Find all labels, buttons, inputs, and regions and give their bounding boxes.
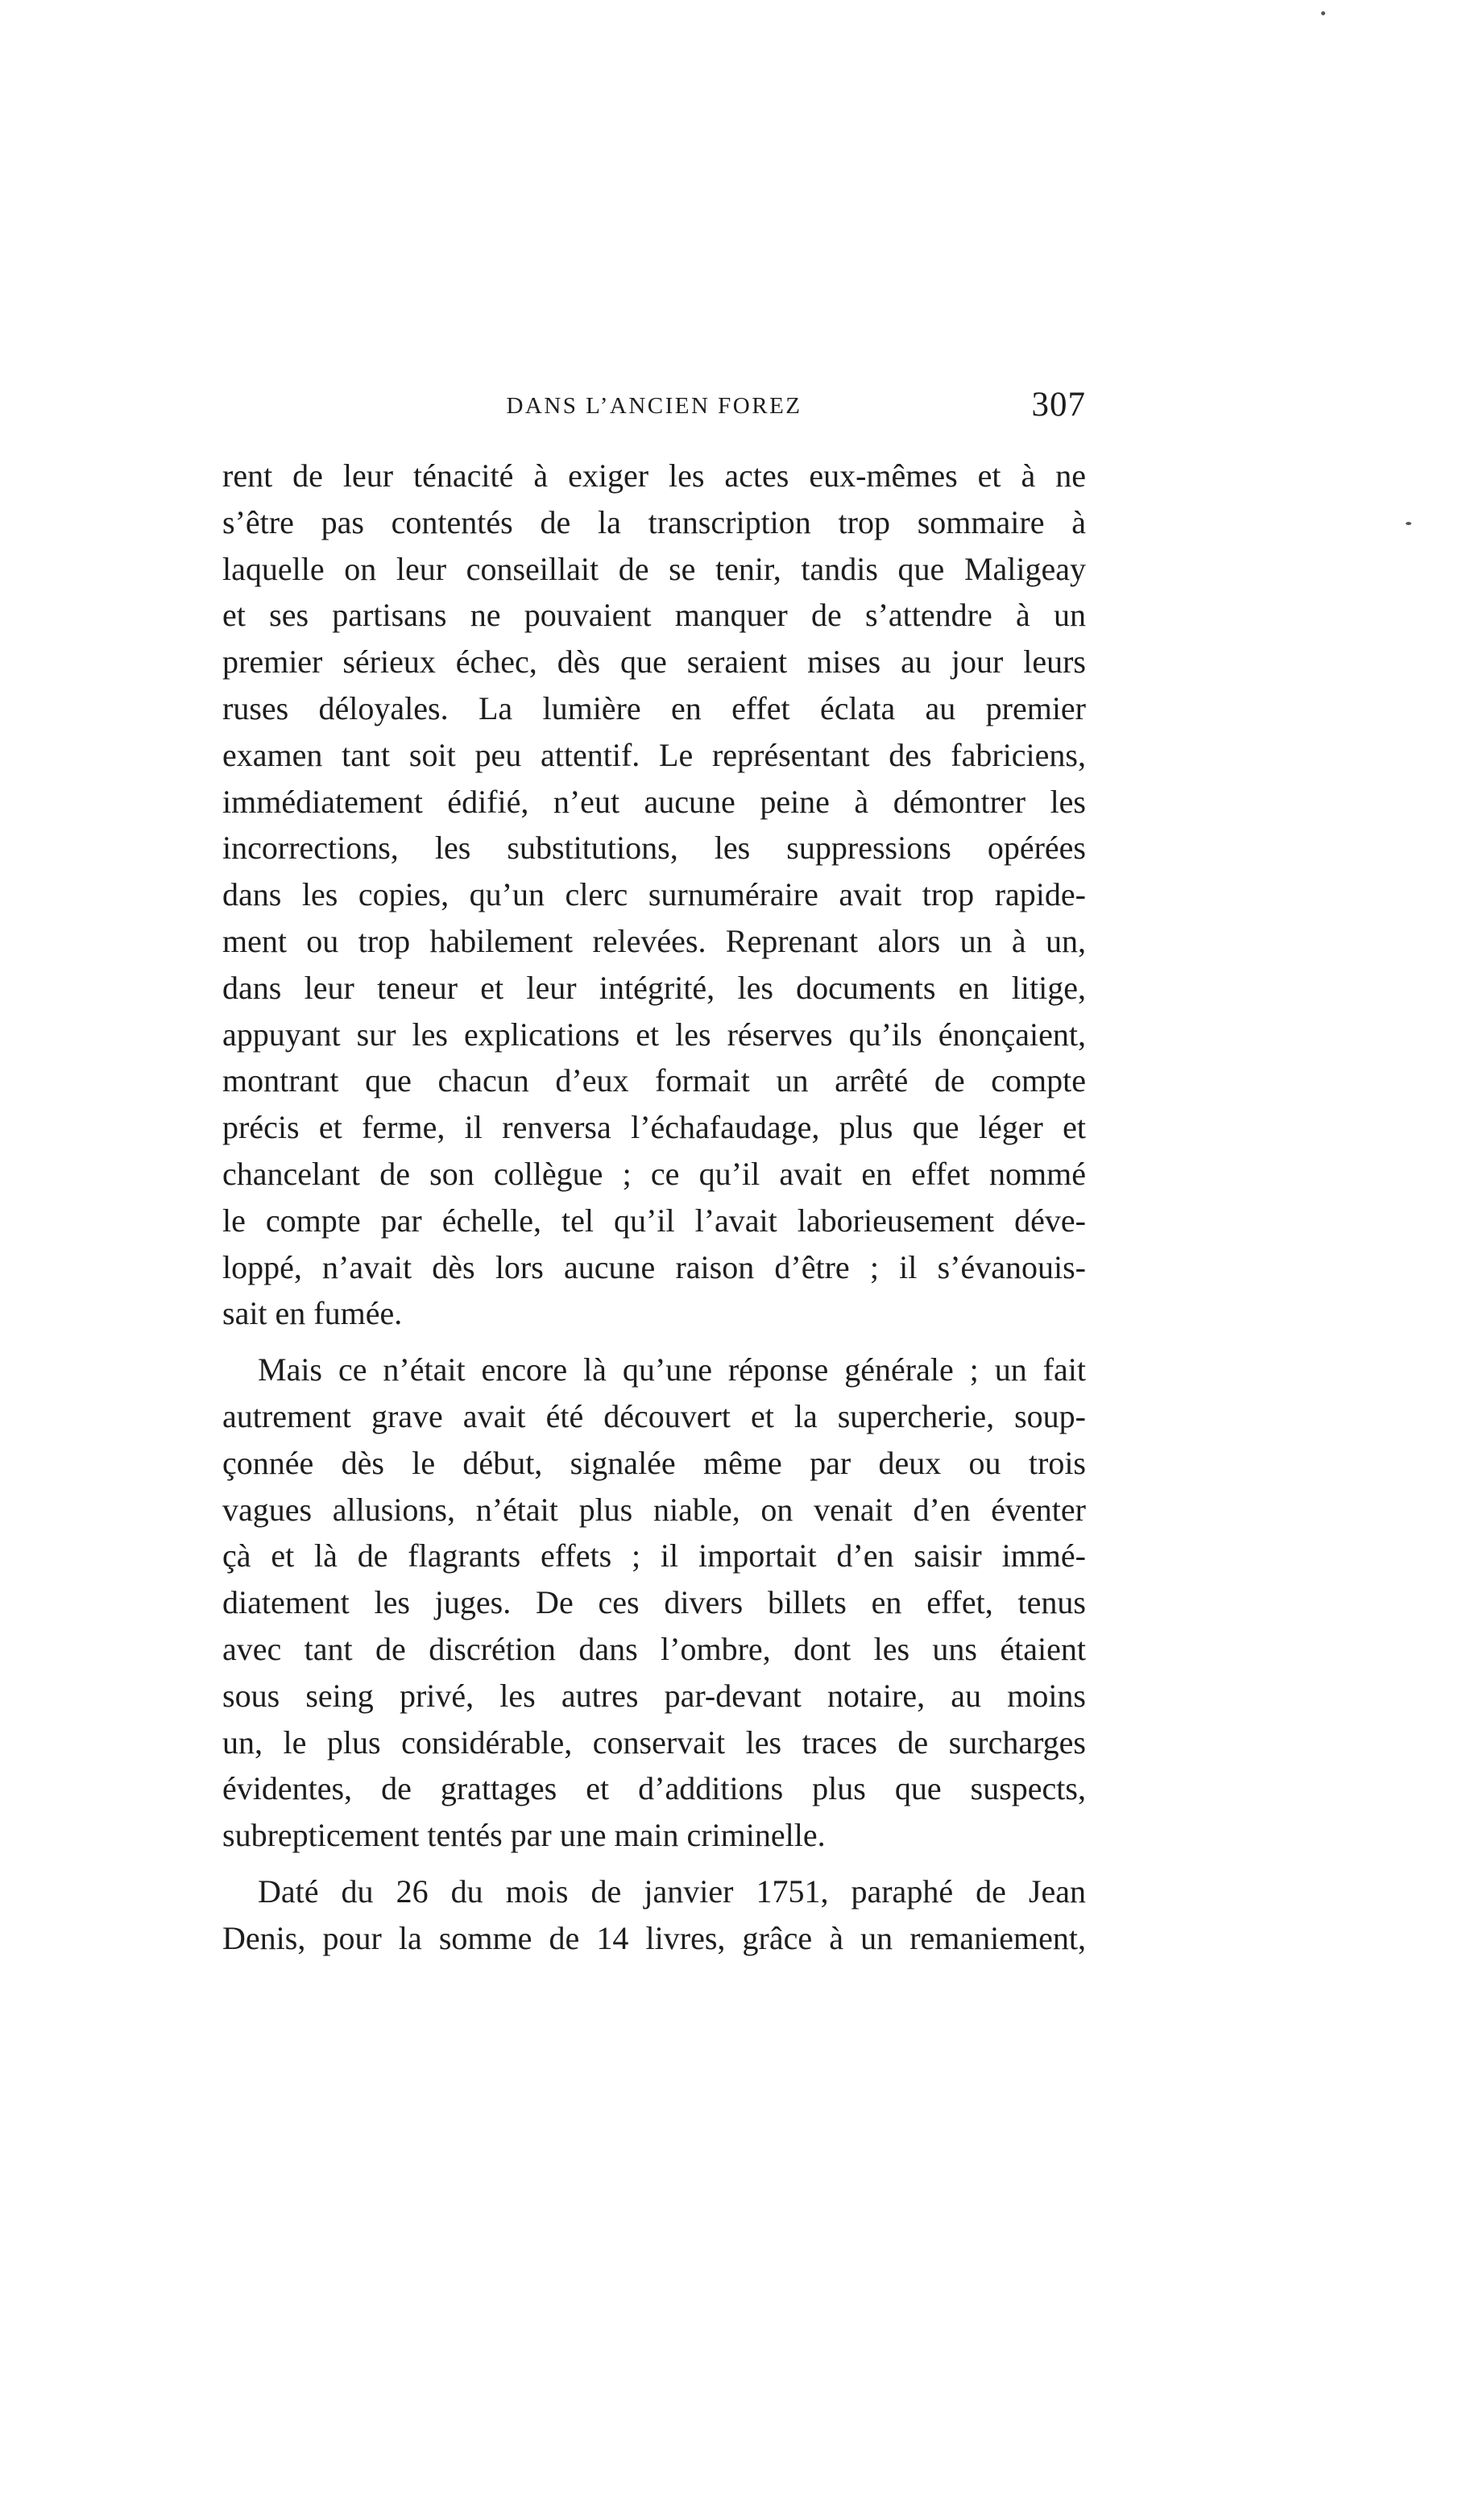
- paragraph: [222, 1347, 1086, 1859]
- text-line: Mais ce n’était encore là qu’une réponse générale ; un fait: [258, 1351, 1086, 1388]
- paragraph: [222, 1868, 1086, 1962]
- text-line: çà et là de flagrants effets ; il importait d’en saisir immé-: [222, 1537, 1086, 1574]
- print-speck: [1406, 522, 1411, 525]
- text-line: Denis, pour la somme de 14 livres, grâce à un remaniement,: [222, 1919, 1086, 1956]
- text-line: dans leur teneur et leur intégrité, les documents en litige,: [222, 969, 1086, 1006]
- page-number: 307: [1031, 386, 1086, 424]
- text-line: immédiatement édifié, n’eut aucune peine à démontrer les: [222, 783, 1086, 820]
- text-line: examen tant soit peu attentif. Le représentant des fabriciens,: [222, 736, 1086, 773]
- text-line: vagues allusions, n’était plus niable, on venait d’en éventer: [222, 1491, 1086, 1528]
- print-speck: [1321, 11, 1325, 15]
- paragraph: [222, 453, 1086, 1337]
- text-line: chancelant de son collègue ; ce qu’il avait en effet nommé: [222, 1155, 1086, 1192]
- paragraph-gap: [222, 1337, 1086, 1347]
- text-line: ment ou trop habilement relevées. Reprenant alors un à un,: [222, 922, 1086, 959]
- text-line: sous seing privé, les autres par-devant notaire, au moins: [222, 1677, 1086, 1714]
- text-line: le compte par échelle, tel qu’il l’avait laborieusement déve-: [222, 1202, 1086, 1239]
- text-line: premier sérieux échec, dès que seraient mises au jour leurs: [222, 643, 1086, 681]
- running-head: [222, 385, 1086, 433]
- text-line: un, le plus considérable, conservait les traces de surcharges: [222, 1723, 1086, 1761]
- text-line: s’être pas contentés de la transcription trop sommaire à: [222, 503, 1086, 540]
- text-line: laquelle on leur conseillait de se tenir, tandis que Maligeay: [222, 550, 1086, 587]
- text-line: appuyant sur les explications et les réserves qu’ils énonçaient,: [222, 1016, 1086, 1053]
- text-line: dans les copies, qu’un clerc surnuméraire avait trop rapide-: [222, 876, 1086, 913]
- paragraph-gap: [222, 1859, 1086, 1868]
- text-line: autrement grave avait été découvert et la supercherie, soup-: [222, 1397, 1086, 1434]
- text-line: avec tant de discrétion dans l’ombre, dont les uns étaient: [222, 1630, 1086, 1667]
- text-line: incorrections, les substitutions, les suppressions opérées: [222, 830, 1086, 867]
- text-line: et ses partisans ne pouvaient manquer de s’attendre à un: [222, 597, 1086, 634]
- text-line: subrepticement tentés par une main criminelle.: [222, 1817, 826, 1854]
- text-line: sait en fumée.: [222, 1295, 403, 1332]
- text-line: montrant que chacun d’eux formait un arrêté de compte: [222, 1062, 1086, 1099]
- text-line: ruses déloyales. La lumière en effet éclata au premier: [222, 689, 1086, 726]
- running-title: DANS L’ANCIEN FOREZ: [506, 393, 802, 419]
- text-line: précis et ferme, il renversa l’échafaudage, plus que léger et: [222, 1109, 1086, 1146]
- body-text: [222, 453, 1086, 1962]
- text-line: loppé, n’avait dès lors aucune raison d’être ; il s’évanouis-: [222, 1248, 1086, 1285]
- text-line: çonnée dès le début, signalée même par deux ou trois: [222, 1444, 1086, 1481]
- text-line: rent de leur ténacité à exiger les actes eux-mêmes et à ne: [222, 457, 1086, 494]
- text-line: diatement les juges. De ces divers billets en effet, tenus: [222, 1584, 1086, 1621]
- text-line: évidentes, de grattages et d’additions plus que suspects,: [222, 1770, 1086, 1807]
- text-line: Daté du 26 du mois de janvier 1751, paraphé de Jean: [258, 1872, 1086, 1910]
